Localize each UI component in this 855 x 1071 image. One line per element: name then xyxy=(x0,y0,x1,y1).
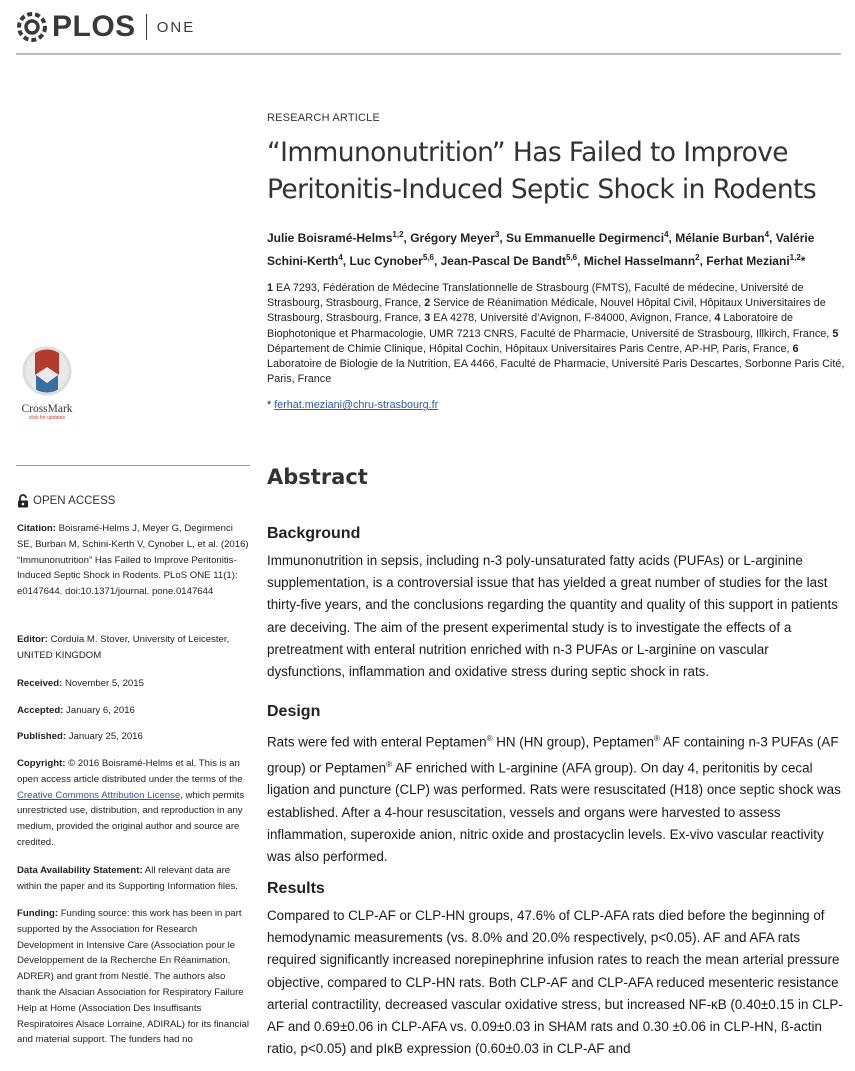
logo-text: PLOS xyxy=(52,10,136,43)
design-heading: Design xyxy=(267,703,321,720)
corr-star: * xyxy=(267,399,275,412)
published-block: Published: January 25, 2016 xyxy=(17,731,143,742)
results-text: Compared to CLP-AF or CLP-HN groups, 47.6% of CLP-AFA rats died before the beginning of hemodynamic measurements (vs. 8.0% and 20.0% respectively, p<0.05). AF and AFA rats required significantly increased norepinephrine infusion rates to reach the mean arterial pressure objective, compared to CLP-HN rats. Both CLP-AF and CLP-AFA reduced mesenteric resistance arterial contractility, decreased vascular oxidative stress, but increased NF-κB (0.40±0.15 in CLP-AF and 0.69±0.06 in CLP-AFA vs. 0.09±0.03 in SHAM rats and 0.30 ±0.06 in CLP-HN, ß-actin ratio, p<0.05) and pIκB expression (0.60±0.03 in CLP-AF and xyxy=(267,908,843,1057)
author-name: Su Emmanuelle Degirmenci xyxy=(506,231,665,245)
abstract-heading: Abstract xyxy=(267,465,368,489)
copyright-block: Copyright: © 2016 Boisramé-Helms et al. This is an open access article distributed under the terms of the Creative Commons Attribution License, which permits unrestricted use, distribution, and reproduction in any medium, provided the original author and source are credited. xyxy=(17,758,245,848)
design-section xyxy=(267,703,845,868)
affiliation-text: Service de Réanimation Médicale, Nouvel Hôpital Civil, Hôpitaux Universitaires de Strasbourg, Strasbourg, France, xyxy=(267,297,826,325)
open-access-badge xyxy=(17,494,115,508)
affiliation-text: Laboratoire de Biologie de la Nutrition, EA 4466, Faculté de Pharmacie, Université Paris Descartes, Sorbonne Paris Cité, Paris, France xyxy=(267,358,845,386)
corr-email-link[interactable]: ferhat.meziani@chru-strasbourg.fr xyxy=(274,399,439,412)
funding-block: Funding: Funding source: this work has been in part supported by the Association for Research Development in Intensive Care (Association pour le Développement de la Recherche En Réanimation, ADRER) and grant from Nestlé. The authors also thank the Alsacian Association for Respiratory Failure Help at Home (Association Des Insuffisants Respiratoires Alsace Lorraine, ADIRAL) for its financial and material support. The funders had no xyxy=(17,908,249,1046)
affiliation-text: Laboratoire de Biophotonique et Pharmacologie, UMR 7213 CNRS, Faculté de Pharmacie, Université de Strasbourg, Illkirch, France, xyxy=(267,312,833,340)
affiliation-text: Département de Chimie Clinique, Hôpital Cochin, Hôpitaux Universitaires Paris Centre, AP-HP, Paris, France, xyxy=(267,342,793,355)
title-line-1: “Immunonutrition” Has Failed to Improve xyxy=(267,137,788,168)
author-name: Valérie Schini-Kerth xyxy=(267,231,815,268)
accepted-block: Accepted: January 6, 2016 xyxy=(17,705,135,716)
author-name: Mélanie Burban xyxy=(675,231,765,245)
plos-logo[interactable] xyxy=(16,10,195,44)
article-header xyxy=(267,112,845,411)
author-name: Luc Cynober xyxy=(349,254,423,268)
author-list: Julie Boisramé-Helms$^{1,2}$, Grégory Meyer$^3$, Su Emmanuelle Degirmenci$^4$, Mélanie Burban$^4$, Valérie Schini-Kerth$^4$, Luc Cynober$^{5,6}$, Jean-Pascal De Bandt$^{5,6}$, Michel Hasselmann$^2$, Ferhat Meziani$^{1,2}$* xyxy=(267,230,815,268)
results-section xyxy=(267,880,845,1060)
editor-block: Editor: Cordula M. Stover, University of Leicester, UNITED KINGDOM xyxy=(17,634,230,661)
crossmark-icon xyxy=(22,345,72,397)
author-name: Julie Boisramé-Helms xyxy=(267,231,393,245)
crossmark-sublabel: click for updates xyxy=(28,415,66,421)
sidebar-divider xyxy=(16,465,250,466)
corresponding-author xyxy=(267,399,845,411)
design-text: Rats were fed with enteral Peptamen® HN (HN group), Peptamen® AF containing n-3 PUFAs (AF group) or Peptamen® AF enriched with L-arginine (AFA group). On day 4, peritonitis by cecal ligation and puncture (CLP) was performed. Rats were resuscitated (H18) once septic shock was established. After a 4-hour resuscitation, vessels and organs were harvested to assess inflammation, superoxide anion, nitric oxide and prostacyclin levels. Ex-vivo vascular reactivity was also performed. xyxy=(267,734,841,864)
article-type: RESEARCH ARTICLE xyxy=(267,112,381,124)
data-availability-block: Data Availability Statement: All relevant data are within the paper and its Supporting Information files. xyxy=(17,865,238,892)
affiliation-list: 1 EA 7293, Fédération de Médecine Translationnelle de Strasbourg (FMTS), Faculté de médecine, Université de Strasbourg, Strasbourg, France, 2 Service de Réanimation Médicale, Nouvel Hôpital Civil, Hôpitaux Universitaires de Strasbourg, Strasbourg, France, 3 EA 4278, Université d’Avignon, F-84000, Avignon, France, 4 Laboratoire de Biophotonique et Pharmacologie, UMR 7213 CNRS, Faculté de Pharmacie, Université de Strasbourg, Illkirch, France, 5 Département de Chimie Clinique, Hôpital Cochin, Hôpitaux Universitaires Paris Centre, AP-HP, Paris, France, 6 Laboratoire de Biologie de la Nutrition, EA 4466, Faculté de Pharmacie, Université Paris Descartes, Sorbonne Paris Cité, Paris, France xyxy=(267,282,845,386)
logo-subtitle: ONE xyxy=(156,18,196,36)
crossmark-label: CrossMark xyxy=(21,403,73,415)
plos-logo-icon xyxy=(16,11,48,43)
logo-divider xyxy=(146,14,147,40)
open-lock-icon xyxy=(17,494,29,508)
author-name: Michel Hasselmann xyxy=(583,254,696,268)
background-text: Immunonutrition in sepsis, including n-3 poly-unsaturated fatty acids (PUFAs) or L-arginine supplementation, is a controversial issue that has yielded a great number of studies for the last thirty-five years, and the conclusions regarding the quantity and quality of this support in patients are deceiving. The aim of the present experimental study is to investigate the effects of a pretreatment with enteral nutrition enriched with n-3 PUFAs or L-arginine on vascular dysfunctions, inflammation and oxidative stress during septic shock in rats. xyxy=(267,553,838,680)
background-heading: Background xyxy=(267,525,361,542)
background-section xyxy=(267,525,845,683)
received-block: Received: November 5, 2015 xyxy=(17,678,144,689)
title-line-2: Peritonitis-Induced Septic Shock in Rodents xyxy=(267,174,817,205)
header-divider xyxy=(16,53,841,55)
article-title xyxy=(267,134,845,208)
license-link[interactable]: Creative Commons Attribution License xyxy=(17,789,181,801)
results-heading: Results xyxy=(267,880,325,897)
open-access-label: OPEN ACCESS xyxy=(33,495,116,507)
affiliation-text: EA 7293, Fédération de Médecine Translationnelle de Strasbourg (FMTS), Faculté de médecine, Université de Strasbourg, Strasbourg, France, xyxy=(267,282,804,310)
citation-block: Citation: Boisramé-Helms J, Meyer G, Degirmenci SE, Burban M, Schini-Kerth V, Cynober L, et al. (2016) “Immunonutrition” Has Failed to Improve Peritonitis-Induced Septic Shock in Rodents. PLoS ONE 11(1): e0147644. doi:10.1371/journal. pone.0147644 xyxy=(17,523,249,598)
author-name: Ferhat Meziani xyxy=(706,254,790,268)
author-name: Grégory Meyer xyxy=(410,231,495,245)
author-name: Jean-Pascal De Bandt xyxy=(440,254,566,268)
affiliation-text: EA 4278, Université d’Avignon, F-84000, Avignon, France, xyxy=(430,312,715,325)
crossmark-badge[interactable] xyxy=(16,345,78,421)
